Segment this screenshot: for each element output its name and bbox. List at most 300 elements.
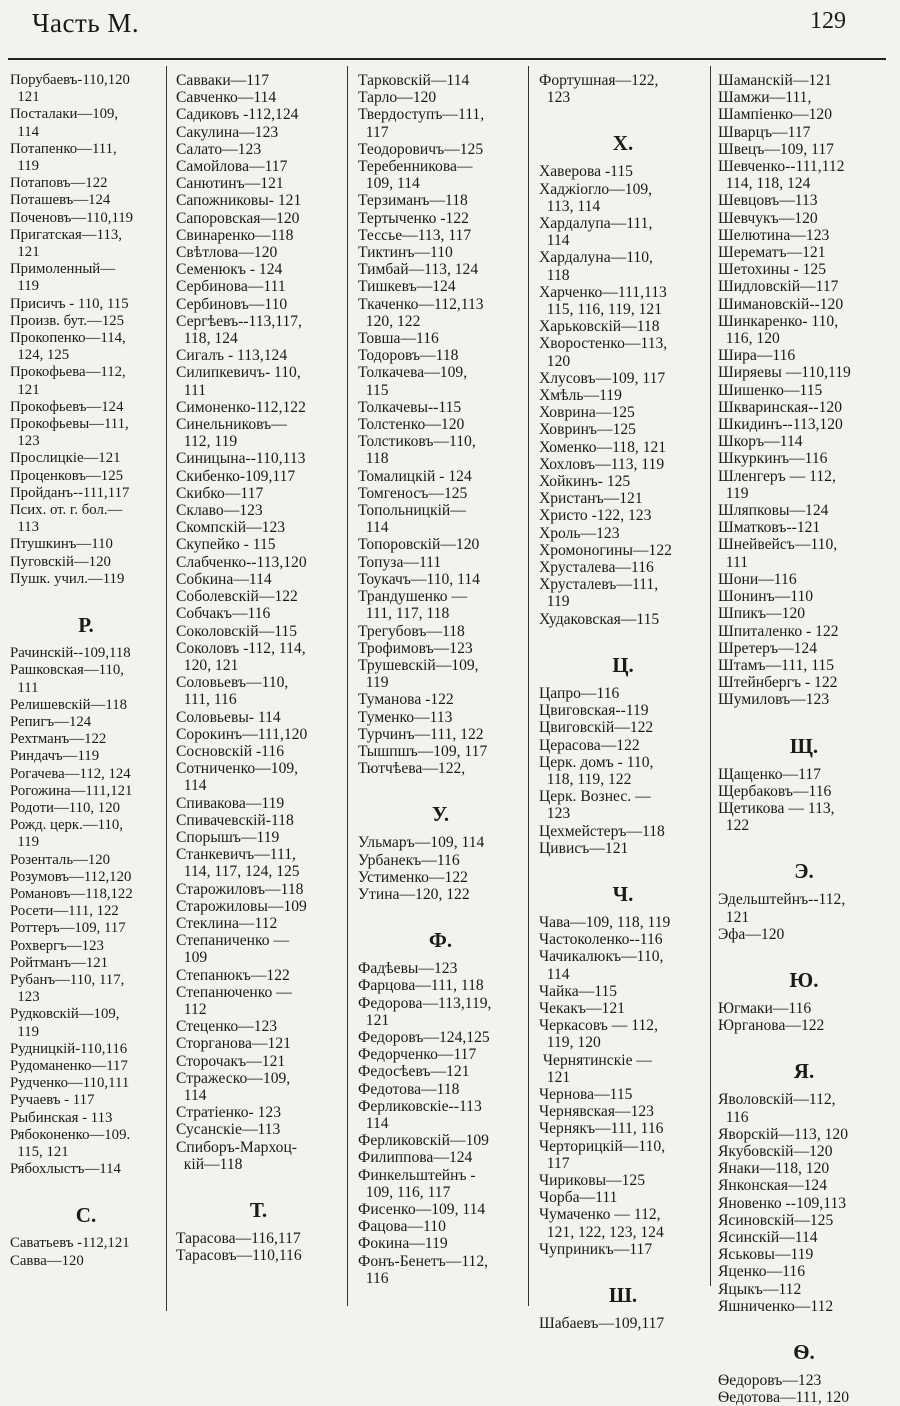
header-rule xyxy=(8,58,886,60)
index-entry: Хойкинъ- 125 xyxy=(539,473,631,491)
index-entry: Хлусовъ—109, 117 xyxy=(539,369,666,387)
index-entry: Хворостенко—113, xyxy=(539,335,668,353)
index-entry: Яцыкъ—112 xyxy=(718,1280,802,1298)
index-entry: 109, 114 xyxy=(358,175,420,193)
index-entry: Туманова -122 xyxy=(358,691,454,709)
index-entry: 121 xyxy=(718,908,750,926)
index-entry: Саватьевъ -112,121 xyxy=(10,1235,130,1252)
index-entry: Туменко—113 xyxy=(358,708,453,726)
index-entry: Частоколенко--116 xyxy=(539,931,663,949)
index-entry: 111, 117, 118 xyxy=(358,605,450,623)
index-entry: Федорова—113,119, xyxy=(358,994,492,1012)
index-entry: Швецъ—109, 117 xyxy=(718,140,834,158)
index-entry: Розумовъ—112,120 xyxy=(10,868,132,885)
index-entry: Тарло—120 xyxy=(358,89,437,107)
index-entry: Шпикъ—120 xyxy=(718,605,806,623)
index-entry: Спиборъ-Мархоц- xyxy=(176,1138,297,1156)
index-entry: Шленгеръ — 112, xyxy=(718,467,836,485)
index-entry: Сторганова—121 xyxy=(176,1035,291,1053)
index-entry: Собкина—114 xyxy=(176,570,272,588)
index-entry: Синицына--110,113 xyxy=(176,450,306,468)
index-entry: Шелютина—123 xyxy=(718,226,830,244)
index-entry: 118 xyxy=(539,266,570,284)
index-entry: Старожиловы—109 xyxy=(176,897,307,915)
index-entry: Штейнбергъ - 122 xyxy=(718,674,838,692)
column-divider xyxy=(347,66,348,1306)
index-entry: 119 xyxy=(718,484,749,502)
index-entry: Щащенко—117 xyxy=(718,765,821,783)
index-entry: Рачинскій--109,118 xyxy=(10,645,131,662)
index-entry: Шкваринская--120 xyxy=(718,398,843,416)
index-entry: Тиктинъ—110 xyxy=(358,244,453,262)
column-divider xyxy=(166,66,167,1311)
index-entry: Ѳедотова—111, 120 xyxy=(718,1389,850,1406)
index-entry: Фарцова—111, 118 xyxy=(358,977,484,995)
index-entry: 122 xyxy=(718,817,750,835)
section-letter: Т. xyxy=(249,1198,268,1222)
index-entry: Синельниковъ— xyxy=(176,416,287,434)
index-entry: Порубаевъ-110,120 xyxy=(10,72,130,88)
index-entry: Шаманскій—121 xyxy=(718,72,832,89)
index-entry: 121 xyxy=(539,1068,571,1086)
index-entry: Ховрина—125 xyxy=(539,404,635,422)
index-entry: Яновенко --109,113 xyxy=(718,1194,847,1212)
index-entry: Яценко—116 xyxy=(718,1263,805,1281)
index-entry: Скибко—117 xyxy=(176,484,264,502)
index-entry: Псих. от. г. бол.— xyxy=(10,502,123,519)
page-header xyxy=(0,0,900,70)
index-entry: Терзиманъ—118 xyxy=(358,192,468,210)
index-entry: 111 xyxy=(10,679,39,696)
index-entry: Ясиновскій—125 xyxy=(718,1211,834,1229)
index-entry: Фортушная—122, xyxy=(539,72,659,89)
index-entry: Эдельштейнъ--112, xyxy=(718,891,846,909)
index-entry: Релишевскій—118 xyxy=(10,696,127,713)
index-entry: Ульмаръ—109, 114 xyxy=(358,834,485,852)
index-entry: Шерематъ—121 xyxy=(718,244,826,262)
index-entry: Филиппова—124 xyxy=(358,1149,473,1167)
index-entry: Шабаевъ—109,117 xyxy=(539,1314,665,1332)
section-letter: Ѳ. xyxy=(793,1339,815,1364)
index-entry: Сигалъ - 113,124 xyxy=(176,347,288,365)
index-entry: Сапожниковы- 121 xyxy=(176,192,302,210)
index-entry: Чумаченко — 112, xyxy=(539,1206,661,1224)
index-entry: Рябоконенко—109. xyxy=(10,1126,131,1143)
index-entry: Рогачева—112, 124 xyxy=(10,765,131,782)
part-title: Часть М. xyxy=(32,8,140,38)
index-column-1 xyxy=(10,72,162,1270)
index-entry: 113, 114 xyxy=(539,197,601,215)
index-entry: Хардалупа—111, xyxy=(539,215,653,233)
index-entry: 109 xyxy=(176,949,208,967)
index-entry: Симоненко-112,122 xyxy=(176,398,306,416)
index-entry: Тышпшъ—109, 117 xyxy=(358,742,488,760)
index-entry: Юрганова—122 xyxy=(718,1017,825,1035)
index-entry: Ѳедоровъ—123 xyxy=(718,1371,822,1389)
index-entry: Примоленный— xyxy=(10,261,116,278)
index-entry: Шони—116 xyxy=(718,570,797,588)
index-entry: Чуприникъ—117 xyxy=(539,1240,653,1258)
index-entry: 114 xyxy=(176,777,207,795)
index-entry: 114 xyxy=(539,965,570,983)
index-entry: Рудковскій—109, xyxy=(10,1006,120,1023)
index-entry: Пригатская—113, xyxy=(10,226,122,243)
index-entry: 111, 116 xyxy=(176,691,237,709)
index-entry: 113 xyxy=(10,519,40,536)
index-entry: Прокофьева—112, xyxy=(10,364,126,381)
index-entry: Трегубовъ—118 xyxy=(358,622,465,640)
index-entry: Ферликовскій—109 xyxy=(358,1132,489,1150)
index-entry: Сакулина—123 xyxy=(176,123,279,141)
index-entry: Щербаковъ—116 xyxy=(718,782,832,800)
index-entry: 121 xyxy=(358,1011,390,1029)
index-entry: Шкидинъ--113,120 xyxy=(718,416,843,434)
index-entry: Репигъ—124 xyxy=(10,713,92,730)
index-entry: Соколовъ -112, 114, xyxy=(176,639,306,657)
index-entry: Толстенко—120 xyxy=(358,416,465,434)
index-entry: Харьковскій—118 xyxy=(539,318,660,336)
index-entry: Скибенко-109,117 xyxy=(176,467,296,485)
index-entry: 119, 120 xyxy=(539,1034,601,1052)
index-entry: Хроль—123 xyxy=(539,524,620,542)
index-entry: Штамъ—111, 115 xyxy=(718,656,835,674)
index-entry: 120 xyxy=(539,352,571,370)
index-entry: Фисенко—109, 114 xyxy=(358,1200,486,1218)
index-entry: Пройданъ--111,117 xyxy=(10,484,130,501)
index-entry: Прослицкіе—121 xyxy=(10,450,121,467)
index-entry: Шимановскій--120 xyxy=(718,295,844,313)
index-entry: 118 xyxy=(358,450,389,468)
index-entry: Турчинъ—111, 122 xyxy=(358,725,484,743)
index-entry: Шамжи—111, xyxy=(718,89,812,107)
index-entry: Спивачевскій-118 xyxy=(176,811,294,829)
index-entry: Топольницкій— xyxy=(358,502,466,520)
index-entry: Сторочакъ—121 xyxy=(176,1052,286,1070)
index-entry: Цехмейстеръ—118 xyxy=(539,822,665,840)
index-entry: Салато—123 xyxy=(176,140,262,158)
index-entry: Тарковскій—114 xyxy=(358,72,470,89)
index-entry: Роттеръ—109, 117 xyxy=(10,920,126,937)
index-entry: Хардалуна—110, xyxy=(539,249,653,267)
index-entry: Собчакъ—116 xyxy=(176,605,271,623)
index-entry: Сотниченко—109, xyxy=(176,760,299,778)
index-entry: Яворскій—113, 120 xyxy=(718,1125,849,1143)
index-entry: 119 xyxy=(539,593,570,611)
index-entry: Рудченко—110,111 xyxy=(10,1075,130,1092)
index-entry: Ферликовскіе--113 xyxy=(358,1097,482,1115)
index-entry: Югмаки—116 xyxy=(718,999,812,1017)
index-entry: 119 xyxy=(10,1023,40,1040)
index-entry: Старожиловъ—118 xyxy=(176,880,304,898)
index-entry: Рудоманенко—117 xyxy=(10,1057,128,1074)
section-letter: Щ. xyxy=(789,733,819,758)
index-entry: Цапро—116 xyxy=(539,684,620,702)
section-letter: Ш. xyxy=(608,1282,638,1307)
index-entry: Федоровъ—124,125 xyxy=(358,1028,490,1046)
index-entry: 114 xyxy=(176,1086,207,1104)
index-entry: Хоменко—118, 121 xyxy=(539,438,667,456)
index-entry: Савченко—114 xyxy=(176,89,277,107)
index-entry: Янаки—118, 120 xyxy=(718,1160,830,1178)
index-entry: Силипкевичъ- 110, xyxy=(176,364,301,382)
index-entry: Потаповъ—122 xyxy=(10,175,108,192)
index-entry: 119 xyxy=(10,158,40,175)
index-entry: Черкасовъ — 112, xyxy=(539,1017,658,1035)
index-entry: Сорокинъ—111,120 xyxy=(176,725,308,743)
index-entry: Рудницкій-110,116 xyxy=(10,1040,128,1057)
index-entry: 117 xyxy=(539,1154,570,1172)
index-entry: 121 xyxy=(10,89,40,106)
index-entry: Тессье—113, 117 xyxy=(358,226,472,244)
index-entry: Ручаевъ - 117 xyxy=(10,1092,95,1109)
index-entry: Цвиговскій—122 xyxy=(539,719,654,737)
index-entry: Рыбинская - 113 xyxy=(10,1109,113,1126)
index-entry: Утина—120, 122 xyxy=(358,885,470,903)
index-entry: Томалицкій - 124 xyxy=(358,467,472,485)
index-entry: Трофимовъ—123 xyxy=(358,639,473,657)
index-entry: Соколовскій—115 xyxy=(176,622,298,640)
index-entry: Скупейко - 115 xyxy=(176,536,276,554)
index-entry: Росети—111, 122 xyxy=(10,903,119,920)
index-entry: 116 xyxy=(358,1269,389,1287)
index-entry: Стратіенко- 123 xyxy=(176,1104,281,1122)
index-entry: 118, 119, 122 xyxy=(539,770,632,788)
index-column-3 xyxy=(358,72,523,1287)
index-entry: Сербинова—111 xyxy=(176,278,286,296)
index-entry: Чава—109, 118, 119 xyxy=(539,913,671,931)
index-column-2 xyxy=(176,72,341,1264)
index-entry: Спивакова—119 xyxy=(176,794,285,812)
index-entry: Фадѣевы—123 xyxy=(358,960,458,978)
index-entry: 121 xyxy=(10,244,40,261)
index-entry: Шумиловъ—123 xyxy=(718,691,830,709)
index-entry: Пуговскій—120 xyxy=(10,553,111,570)
index-entry: Шишенко—115 xyxy=(718,381,823,399)
index-column-4 xyxy=(539,72,707,1332)
index-entry: 119 xyxy=(358,674,389,692)
index-entry: Фонъ-Бенетъ—112, xyxy=(358,1252,489,1270)
index-entry: Шматковъ--121 xyxy=(718,519,821,537)
index-entry: 123 xyxy=(539,89,571,107)
index-entry: 112, 119 xyxy=(176,433,238,451)
index-entry: Теодоровичъ—125 xyxy=(358,140,484,158)
index-entry: Федотова—118 xyxy=(358,1080,460,1098)
section-letter: С. xyxy=(75,1203,97,1228)
index-entry: Прокофьевъ—124 xyxy=(10,398,124,415)
index-entry: Христо -122, 123 xyxy=(539,507,652,525)
index-entry: Чернякъ—111, 116 xyxy=(539,1120,664,1138)
index-entry: Тоукачъ—110, 114 xyxy=(358,570,480,588)
index-entry: Шкоръ—114 xyxy=(718,433,803,451)
index-entry: Рехтманъ—122 xyxy=(10,731,107,748)
section-letter: Р. xyxy=(78,613,94,638)
index-entry: Шампіенко—120 xyxy=(718,106,833,124)
index-entry: 121 xyxy=(10,381,40,398)
index-entry: Степанюченко — xyxy=(176,983,292,1001)
index-entry: Шпиталенко - 122 xyxy=(718,622,839,640)
index-entry: 124, 125 xyxy=(10,347,70,364)
index-entry: Шкуркинъ—116 xyxy=(718,450,828,468)
index-entry: Свинаренко—118 xyxy=(176,226,294,244)
index-entry: Толкачева—109, xyxy=(358,364,468,382)
index-entry: 123 xyxy=(539,805,571,823)
index-entry: Чайка—115 xyxy=(539,982,618,1000)
index-entry: Степанюкъ—122 xyxy=(176,966,290,984)
index-entry: Присичъ - 110, 115 xyxy=(10,295,129,312)
section-letter: Ч. xyxy=(612,881,634,906)
index-entry: Склаво—123 xyxy=(176,502,263,520)
index-entry: Трушевскій—109, xyxy=(358,656,479,674)
index-entry: Стеценко—123 xyxy=(176,1018,278,1036)
section-letter: Ф. xyxy=(428,928,453,953)
index-entry: Фокина—119 xyxy=(358,1235,448,1253)
index-entry: Харченко—111,113 xyxy=(539,283,667,301)
index-entry: 116 xyxy=(718,1108,749,1126)
index-entry: Шонинъ—110 xyxy=(718,588,814,606)
index-entry: Твердоступъ—111, xyxy=(358,106,485,124)
column-divider xyxy=(528,66,529,1306)
index-entry: Посталаки—109, xyxy=(10,106,119,123)
index-entry: Сербиновъ—110 xyxy=(176,295,288,313)
index-entry: Родоти—110, 120 xyxy=(10,799,120,816)
index-entry: кій—118 xyxy=(176,1155,243,1173)
section-letter: Ю. xyxy=(789,967,819,992)
index-column-5 xyxy=(718,72,890,1406)
index-entry: Рашковская—110, xyxy=(10,662,124,679)
index-entry: Тарасовъ—110,116 xyxy=(176,1247,302,1265)
index-entry: Сергѣевъ--113,117, xyxy=(176,312,302,330)
index-entry: Савва—120 xyxy=(10,1252,84,1269)
index-entry: 119 xyxy=(10,278,40,295)
index-entry: Слабченко--113,120 xyxy=(176,553,307,571)
index-entry: Ховринъ—125 xyxy=(539,421,636,439)
index-entry: 120, 121 xyxy=(176,656,239,674)
index-entry: 118, 124 xyxy=(176,330,238,348)
index-entry: Птушкинъ—110 xyxy=(10,536,113,553)
index-entry: Шинкаренко- 110, xyxy=(718,312,839,330)
index-entry: Фацова—110 xyxy=(358,1218,446,1236)
index-entry: Тертыченко -122 xyxy=(358,209,469,227)
index-entry: Хмѣль—119 xyxy=(539,387,622,405)
index-entry: Романовъ—118,122 xyxy=(10,885,133,902)
index-entry: Риндачъ—119 xyxy=(10,748,100,765)
index-entry: Рябохлыстъ—114 xyxy=(10,1161,121,1178)
index-entry: Федорченко—117 xyxy=(358,1046,477,1064)
index-entry: Тимбай—113, 124 xyxy=(358,261,479,279)
index-entry: Хромоногины—122 xyxy=(539,541,672,559)
index-entry: Цивисъ—121 xyxy=(539,839,629,857)
index-entry: 114 xyxy=(10,123,40,140)
index-entry: Стеклина—112 xyxy=(176,914,278,932)
index-entry: Санютинъ—121 xyxy=(176,175,284,193)
index-entry: Урбанекъ—116 xyxy=(358,851,460,869)
index-entry: Хохловъ—113, 119 xyxy=(539,455,665,473)
index-entry: Рохвергъ—123 xyxy=(10,937,104,954)
index-entry: Соловьевъ—110, xyxy=(176,674,289,692)
index-entry: Теребенникова— xyxy=(358,158,473,176)
index-entry: Чачикалюкъ—110, xyxy=(539,948,664,966)
index-entry: Устименко—122 xyxy=(358,868,468,886)
index-entry: Яськовы—119 xyxy=(718,1246,814,1264)
index-entry: Церасова—122 xyxy=(539,736,640,754)
index-entry: Щетикова — 113, xyxy=(718,799,835,817)
index-entry: Сапоровская—120 xyxy=(176,209,300,227)
index-entry: Стражеско—109, xyxy=(176,1069,291,1087)
index-entry: Шевчукъ—120 xyxy=(718,209,818,227)
index-entry: Чорба—111 xyxy=(539,1189,618,1207)
index-entry: Поченовъ—110,119 xyxy=(10,209,134,226)
section-letter: У. xyxy=(431,802,450,827)
index-entry: 115, 121 xyxy=(10,1143,69,1160)
index-entry: 115, 116, 119, 121 xyxy=(539,301,663,319)
index-entry: 114 xyxy=(358,1114,389,1132)
section-letter: Я. xyxy=(793,1059,815,1084)
index-entry: Тодоровъ—118 xyxy=(358,347,459,365)
index-entry: Семенюкъ - 124 xyxy=(176,261,283,279)
index-entry: Шевцовъ—113 xyxy=(718,192,818,210)
index-entry: Черторицкій—110, xyxy=(539,1137,666,1155)
index-entry: Церк. домъ - 110, xyxy=(539,753,654,771)
index-entry: Толстиковъ—110, xyxy=(358,433,476,451)
index-entry: Хаджіогло—109, xyxy=(539,180,653,198)
index-entry: Самойлова—117 xyxy=(176,158,288,176)
index-entry: Хрусталевъ—111, xyxy=(539,576,659,594)
index-entry: Рубанъ—110, 117, xyxy=(10,971,125,988)
index-entry: Рожд. церк.—110, xyxy=(10,817,123,834)
index-entry: Яшниченко—112 xyxy=(718,1297,834,1315)
index-entry: Ясинскій—114 xyxy=(718,1228,818,1246)
index-entry: Станкевичъ—111, xyxy=(176,846,296,864)
index-entry: Яволовскій—112, xyxy=(718,1091,836,1109)
index-entry: 123 xyxy=(10,989,40,1006)
index-entry: Трандушенко — xyxy=(358,588,468,606)
index-entry: Спорышъ—119 xyxy=(176,828,280,846)
index-entry: Хаверова -115 xyxy=(539,163,633,181)
index-entry: Топоровскій—120 xyxy=(358,536,480,554)
index-entry: 114, 118, 124 xyxy=(718,175,811,193)
index-entry: Поташевъ—124 xyxy=(10,192,111,209)
index-entry: Томгеносъ—125 xyxy=(358,484,468,502)
index-entry: 116, 120 xyxy=(718,330,780,348)
index-entry: Чернова—115 xyxy=(539,1085,633,1103)
index-entry: Ройтманъ—121 xyxy=(10,954,109,971)
index-entry: Худаковская—115 xyxy=(539,610,660,628)
column-divider xyxy=(710,66,711,1286)
page-number: 129 xyxy=(810,8,846,34)
index-entry: 121, 122, 123, 124 xyxy=(539,1223,664,1241)
index-entry: Ширяевы —110,119 xyxy=(718,364,851,382)
index-entry: Тютчѣева—122, xyxy=(358,760,466,778)
index-entry: Христанъ—121 xyxy=(539,490,643,508)
index-entry: Проценковъ—125 xyxy=(10,467,123,484)
index-entry: Соболевскій—122 xyxy=(176,588,298,606)
index-entry: Толкачевы--115 xyxy=(358,398,462,416)
index-entry: 123 xyxy=(10,433,40,450)
index-entry: Прокофьевы—111, xyxy=(10,416,129,433)
index-entry: 114, 117, 124, 125 xyxy=(176,863,300,881)
index-entry: Шретеръ—124 xyxy=(718,639,818,657)
index-entry: Шварцъ—117 xyxy=(718,123,811,141)
index-entry: Топуза—111 xyxy=(358,553,442,571)
index-entry: Чернятинскіе — xyxy=(539,1051,653,1069)
index-entry: 114 xyxy=(539,232,570,250)
index-entry: Сосновскій -116 xyxy=(176,742,284,760)
index-entry: Чекакъ—121 xyxy=(539,999,625,1017)
index-entry: Федосѣевъ—121 xyxy=(358,1063,470,1081)
index-entry: Якубовскій—120 xyxy=(718,1142,833,1160)
index-entry: 114 xyxy=(358,519,389,537)
index-entry: Финкельштейнъ - xyxy=(358,1166,476,1184)
